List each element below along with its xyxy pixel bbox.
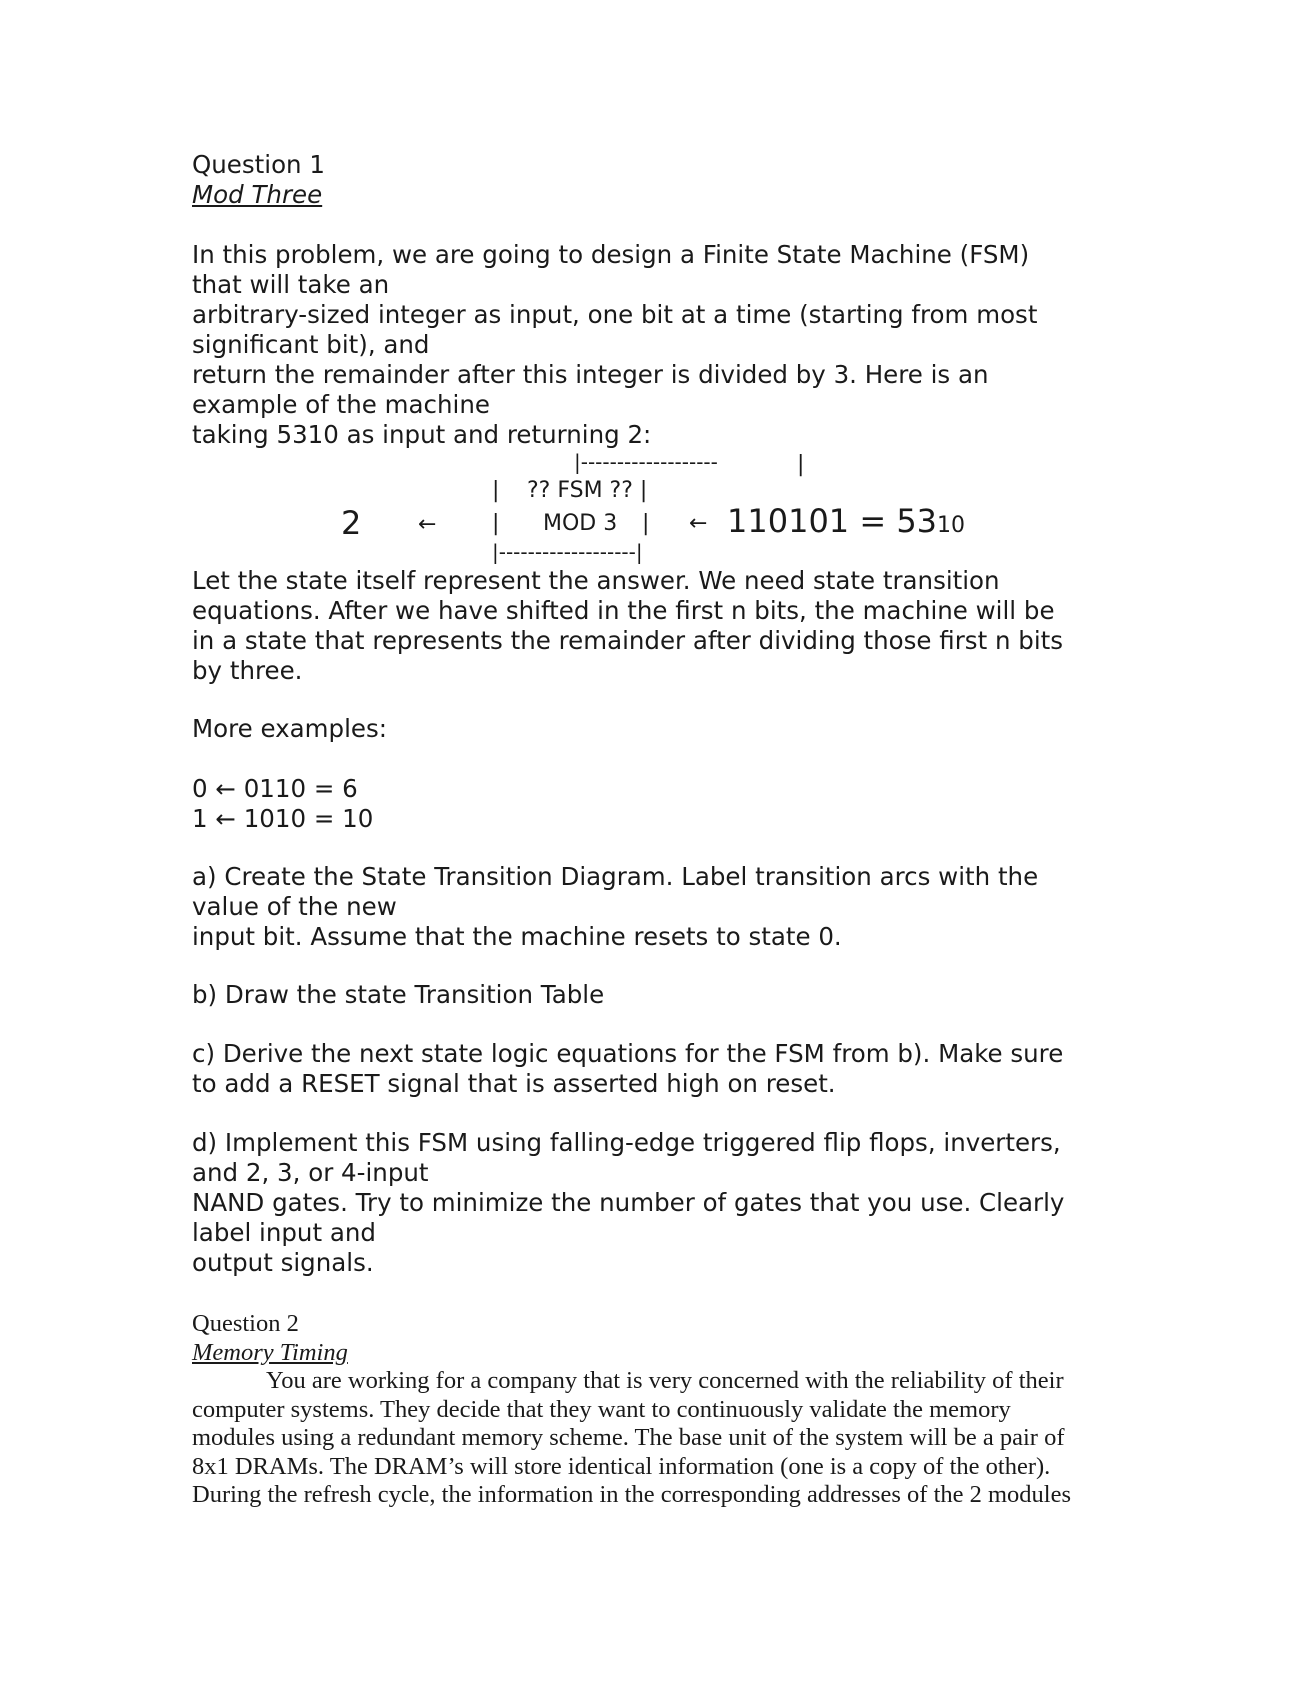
diagram-top-right-bar: | <box>797 452 805 477</box>
q1-part-a <box>192 862 1132 952</box>
diagram-left-bar: | <box>492 511 500 536</box>
q1-intro-line: taking 5310 as input and returning 2: <box>192 420 652 449</box>
q1-intro-line: significant bit), and <box>192 330 430 359</box>
diagram-fsm-label: ?? FSM ?? | <box>527 478 648 503</box>
part-d-line: d) Implement this FSM using falling-edge triggered flip flops, inverters, <box>192 1128 1061 1157</box>
q1-intro-line: that will take an <box>192 270 390 299</box>
q2-body-line: computer systems. They decide that they want to continuously validate the memory <box>192 1395 1011 1423</box>
part-d-line: label input and <box>192 1218 376 1247</box>
part-a-line: a) Create the State Transition Diagram. Label transition arcs with the <box>192 862 1039 891</box>
diagram-left-bar: | <box>492 478 500 503</box>
q1-state-line: in a state that represents the remainder after dividing those first n bits <box>192 626 1064 655</box>
part-d-line: and 2, 3, or 4-input <box>192 1158 429 1187</box>
q2-body-line: You are working for a company that is very concerned with the reliability of their <box>266 1367 1064 1394</box>
q1-intro-line: In this problem, we are going to design a Finite State Machine (FSM) <box>192 240 1030 269</box>
diagram-input-subscript: 10 <box>937 513 966 538</box>
q1-heading: Question 1 <box>192 150 325 179</box>
part-a-line: input bit. Assume that the machine resets to state 0. <box>192 922 842 951</box>
q1-state-line: Let the state itself represent the answer. We need state transition <box>192 566 1000 595</box>
q1-intro-line: example of the machine <box>192 390 490 419</box>
diagram-input-expression <box>727 502 965 540</box>
q2-body-line: modules using a redundant memory scheme. The base unit of the system will be a pair of <box>192 1424 1065 1451</box>
q1-subtitle: Mod Three <box>192 180 323 209</box>
q1-part-c <box>192 1039 1132 1099</box>
q1-intro-line: arbitrary-sized integer as input, one bit at a time (starting from most <box>192 300 1038 329</box>
example-item: 0 ← 0110 = 6 <box>192 774 358 803</box>
part-a-line: value of the new <box>192 892 397 921</box>
q1-state-line: equations. After we have shifted in the first n bits, the machine will be <box>192 596 1055 625</box>
diagram-input-value: 110101 = 53 <box>727 502 938 540</box>
q1-examples-list <box>192 774 1132 834</box>
q1-state-paragraph <box>192 566 1132 686</box>
example-item: 1 ← 1010 = 10 <box>192 804 374 833</box>
part-d-line: output signals. <box>192 1248 374 1277</box>
q1-intro <box>192 240 1132 450</box>
q2-subtitle: Memory Timing <box>192 1338 348 1366</box>
diagram-bottom-border: |-------------------| <box>492 540 643 564</box>
diagram-output: 2 <box>341 504 362 542</box>
q2-heading: Question 2 <box>192 1310 299 1337</box>
q1-part-d <box>192 1128 1132 1278</box>
part-c-line: c) Derive the next state logic equations for the FSM from b). Make sure <box>192 1039 1064 1068</box>
part-d-line: NAND gates. Try to minimize the number of gates that you use. Clearly <box>192 1188 1065 1217</box>
part-b-line: b) Draw the state Transition Table <box>192 980 605 1009</box>
q1-intro-line: return the remainder after this integer is divided by 3. Here is an <box>192 360 989 389</box>
q1-part-b <box>192 980 1132 1010</box>
q2-body <box>192 1367 1132 1510</box>
diagram-mod-label: MOD 3 <box>543 511 618 536</box>
part-c-line: to add a RESET signal that is asserted high on reset. <box>192 1069 836 1098</box>
arrow-left-icon: ← <box>418 512 437 537</box>
more-examples-label: More examples: <box>192 714 387 743</box>
q2-header <box>192 1310 1132 1367</box>
diagram-top-border: |------------------- <box>574 450 718 474</box>
q2-body-line: During the refresh cycle, the information in the corresponding addresses of the 2 modules <box>192 1481 1072 1508</box>
q1-more-examples <box>192 714 1132 744</box>
q1-header <box>192 150 1132 210</box>
q1-state-line: by three. <box>192 656 303 685</box>
q2-body-line: 8x1 DRAMs. The DRAM’s will store identical information (one is a copy of the other). <box>192 1452 1051 1480</box>
arrow-left-icon: ← <box>689 511 708 536</box>
diagram-right-bar: | <box>642 511 650 536</box>
